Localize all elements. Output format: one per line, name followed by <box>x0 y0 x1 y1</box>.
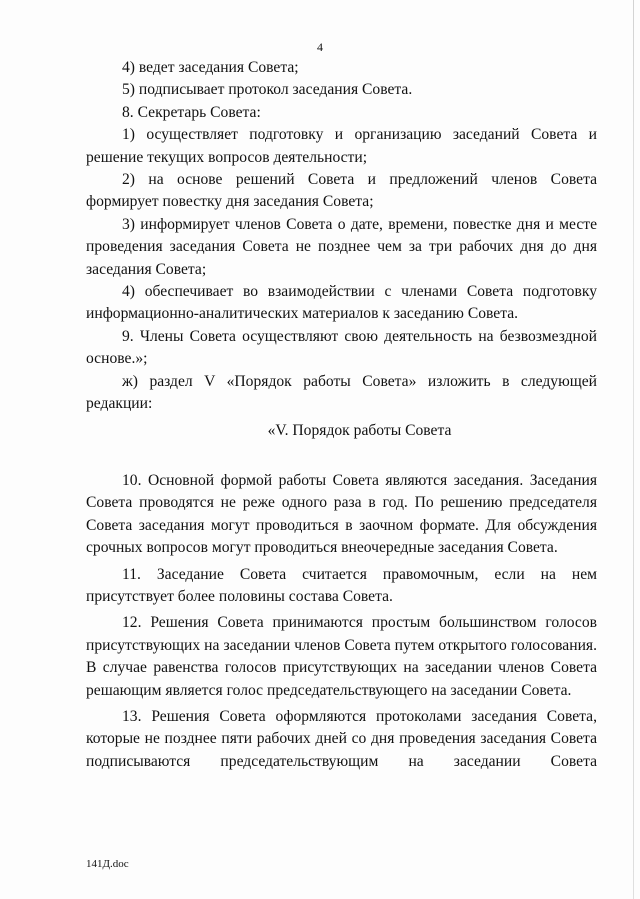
paragraph-13: 13. Решения Совета оформляются протоколами заседания Совета, которые не позднее пяти рабочих дней со дня проведения заседания Совета подписываются председательствующим на заседании Совета <box>86 707 597 770</box>
paragraph-item-4: 4) ведет заседания Совета; <box>122 59 299 76</box>
paragraph-secretary-4: 4) обеспечивает во взаимодействии с членами Совета подготовку информационно-аналитических материалов к заседанию Совета. <box>86 283 597 323</box>
paragraph-members: 9. Члены Совета осуществляют свою деятельность на безвозмездной основе.»; <box>86 327 597 368</box>
page-number: 4 <box>317 40 323 54</box>
paragraph-secretary-3: 3) информирует членов Совета о дате, времени, повестке дня и месте проведения заседания Совета не позднее чем за три рабочих дня до дня заседания Совета; <box>86 215 597 278</box>
paragraph-11: 11. Заседание Совета считается правомочным, если на нем присутствует более половины состава Совета. <box>86 565 597 605</box>
document-body <box>86 57 597 773</box>
paragraph-secretary-2: 2) на основе решений Совета и предложений членов Совета формирует повестку дня заседания Совета; <box>86 171 597 211</box>
paragraph-secretary: 8. Секретарь Совета: <box>122 103 261 121</box>
footer-filename: 141Д.doc <box>86 858 129 870</box>
section-heading: «V. Порядок работы Совета <box>267 421 452 439</box>
paragraph-10: 10. Основной формой работы Совета являются заседания. Заседания Совета проводятся не реже одного раза в год. По решению председателя Совета заседания могут проводиться в заочном формате. Для обсуждения срочных вопросов могут проводиться внеочередные заседания Совета. <box>86 471 597 557</box>
scan-edge-shadow <box>633 0 634 899</box>
paragraph-12: 12. Решения Совета принимаются простым большинством голосов присутствующих на заседании членов Совета путем открытого голосования. В случае равенства голосов присутствующих на заседании членов Совета решающим является голос председательствующего на заседании Совета. <box>86 614 597 699</box>
paragraph-item-5: 5) подписывает протокол заседания Совета. <box>122 81 413 99</box>
paragraph-secretary-1: 1) осуществляет подготовку и организацию заседаний Совета и решение текущих вопросов деятельности; <box>86 126 597 166</box>
paragraph-section-change: ж) раздел V «Порядок работы Совета» изложить в следующей редакции: <box>86 372 597 413</box>
